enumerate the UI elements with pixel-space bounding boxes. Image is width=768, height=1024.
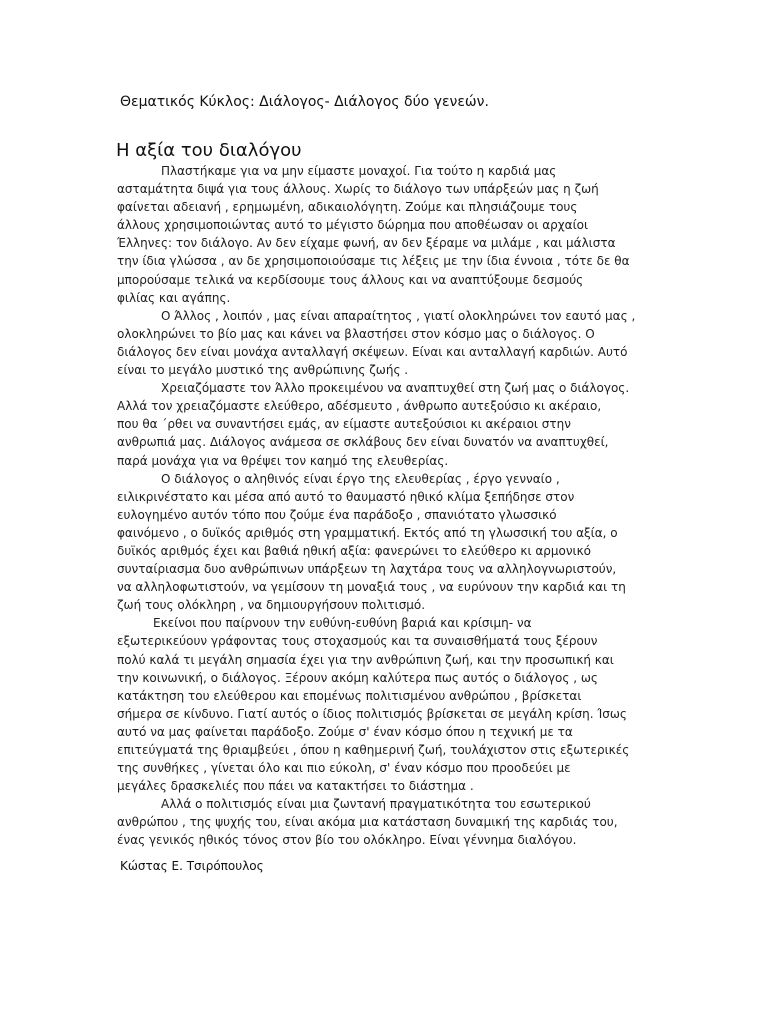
article-title: Η αξία του διαλόγου: [116, 140, 302, 161]
text-line: φαίνεται αδειανή , ερημωμένη, αδικαιολόγητη. Ζούμε και πλησιάζουμε τους: [117, 200, 578, 215]
text-line: Πλαστήκαμε για να μην είμαστε μοναχοί. Για τούτο η καρδιά μας: [161, 164, 557, 178]
text-line: σήμερα σε κίνδυνο. Γιατί αυτός ο ίδιος πολιτισμός βρίσκεται σε μεγάλη κρίση. Ίσως: [117, 706, 627, 721]
text-line: ειλικρινέστατο και μέσα από αυτό το θαυμαστό ηθικό κλίμα ξεπήδησε στον: [117, 489, 575, 504]
text-line: μπορούσαμε τελικά να κερδίσουμε τους άλλους και να αναπτύξουμε δεσμούς: [117, 272, 584, 287]
text-line: εξωτερικεύουν γράφοντας τους στοχασμούς και τα συναισθήματά τους ξέρουν: [117, 634, 598, 649]
text-line: την κοινωνική, ο διάλογος. Ξέρουν ακόμη καλύτερα πως αυτός ο διάλογος , ως: [117, 670, 598, 685]
text-line: άλλους χρησιμοποιώντας αυτό το μέγιστο δώρημα που αποθέωσαν οι αρχαίοι: [117, 218, 589, 233]
text-line: παρά μονάχα για να θρέψει τον καημό της ελευθερίας.: [117, 453, 449, 468]
text-line: που θα ΄ρθει να συναντήσει εμάς, αν είμαστε αυτεξούσιοι κι ακέραιοι στην: [117, 417, 571, 432]
text-line: την ίδια γλώσσα , αν δε χρησιμοποιούσαμε τις λέξεις με την ίδια έννοια , τότε δε θα: [117, 254, 630, 269]
text-line: δυϊκός αριθμός έχει και βαθιά ηθική αξία: φανερώνει το ελεύθερο κι αρμονικό: [117, 543, 592, 558]
text-line: Έλληνες: τον διάλογο. Αν δεν είχαμε φωνή, αν δεν ξέραμε να μιλάμε , και μάλιστα: [117, 236, 616, 251]
text-line: επιτεύγματά της θριαμβεύει , όπου η καθημερινή ζωή, τουλάχιστον στις εξωτερικές: [117, 743, 630, 757]
text-line: είναι το μεγάλο μυστικό της ανθρώπινης ζωής .: [117, 363, 409, 378]
text-line: πολύ καλά τι μεγάλη σημασία έχει για την ανθρώπινη ζωή, και την προσωπική και: [117, 652, 614, 667]
thematic-cycle-heading: Θεματικός Κύκλος: Διάλογος- Διάλογος δύο γενεών.: [120, 94, 489, 110]
text-line: κατάκτηση του ελεύθερου και επομένως πολιτισμένου ανθρώπου , βρίσκεται: [117, 688, 582, 703]
text-line: διάλογος δεν είναι μονάχα ανταλλαγή σκέψεων. Είναι και ανταλλαγή καρδιών. Αυτό: [117, 344, 628, 359]
text-line: Αλλά τον χρειαζόμαστε ελεύθερο, αδέσμευτο , άνθρωπο αυτεξούσιο κι ακέραιο,: [117, 399, 602, 414]
text-line: ασταμάτητα διψά για τους άλλους. Χωρίς το διάλογο των υπάρξεών μας η ζωή: [117, 182, 599, 197]
text-line: Αλλά ο πολιτισμός είναι μια ζωντανή πραγματικότητα του εσωτερικού: [161, 797, 591, 812]
text-line: Εκείνοι που παίρνουν την ευθύνη-ευθύνη βαριά και κρίσιμη- να: [153, 616, 532, 631]
text-line: Χρειαζόμαστε τον Άλλο προκειμένου να αναπτυχθεί στη ζωή μας ο διάλογος.: [161, 381, 630, 396]
text-line: ανθρωπιά μας. Διάλογος ανάμεσα σε σκλάβους δεν είναι δυνατόν να αναπτυχθεί,: [117, 435, 609, 450]
text-line: ένας γενικός ηθικός τόνος στον βίο του ολόκληρο. Είναι γέννημα διαλόγου.: [117, 833, 577, 848]
text-line: αυτό να μας φαίνεται παράδοξο. Ζούμε σ' έναν κόσμο όπου η τεχνική με τα: [117, 724, 573, 739]
text-line: συνταίριασμα δυο ανθρώπινων υπάρξεων τη λαχτάρα τους να αλληλογνωριστούν,: [117, 562, 617, 577]
text-line: φιλίας και αγάπης.: [117, 290, 231, 305]
text-line: της συνθήκες , γίνεται όλο και πιο εύκολη, σ' έναν κόσμο που προοδεύει με: [117, 761, 571, 776]
text-line: μεγάλες δρασκελιές που πάει να κατακτήσει το διάστημα .: [117, 779, 474, 794]
text-line: Ο διάλογος ο αληθινός είναι έργο της ελευθερίας , έργο γενναίο ,: [161, 471, 560, 486]
text-line: ολοκληρώνει το βίο μας και κάνει να βλαστήσει στον κόσμο μας ο διάλογος. Ο: [117, 326, 595, 341]
text-line: να αλληλοφωτιστούν, να γεμίσουν τη μοναξιά τους , να ευρύνουν την καρδιά και τη: [117, 580, 626, 595]
text-line: ευλογημένο αυτόν τόπο που ζούμε ένα παράδοξο , σπανιότατο γλωσσικό: [117, 507, 557, 522]
text-line: Ο Άλλος , λοιπόν , μας είναι απαραίτητος , γιατί ολοκληρώνει τον εαυτό μας ,: [161, 308, 636, 323]
text-line: ζωή τους ολόκληρη , να δημιουργήσουν πολιτισμό.: [117, 598, 426, 613]
article-body: [117, 162, 635, 850]
text-line: ανθρώπου , της ψυχής του, είναι ακόμα μια κατάσταση δυναμική της καρδιάς του,: [117, 815, 618, 830]
author-signature: Κώστας Ε. Τσιρόπουλος: [120, 859, 264, 873]
text-line: φαινόμενο , ο δυϊκός αριθμός στη γραμματική. Εκτός από τη γλωσσική του αξία, ο: [117, 525, 618, 540]
